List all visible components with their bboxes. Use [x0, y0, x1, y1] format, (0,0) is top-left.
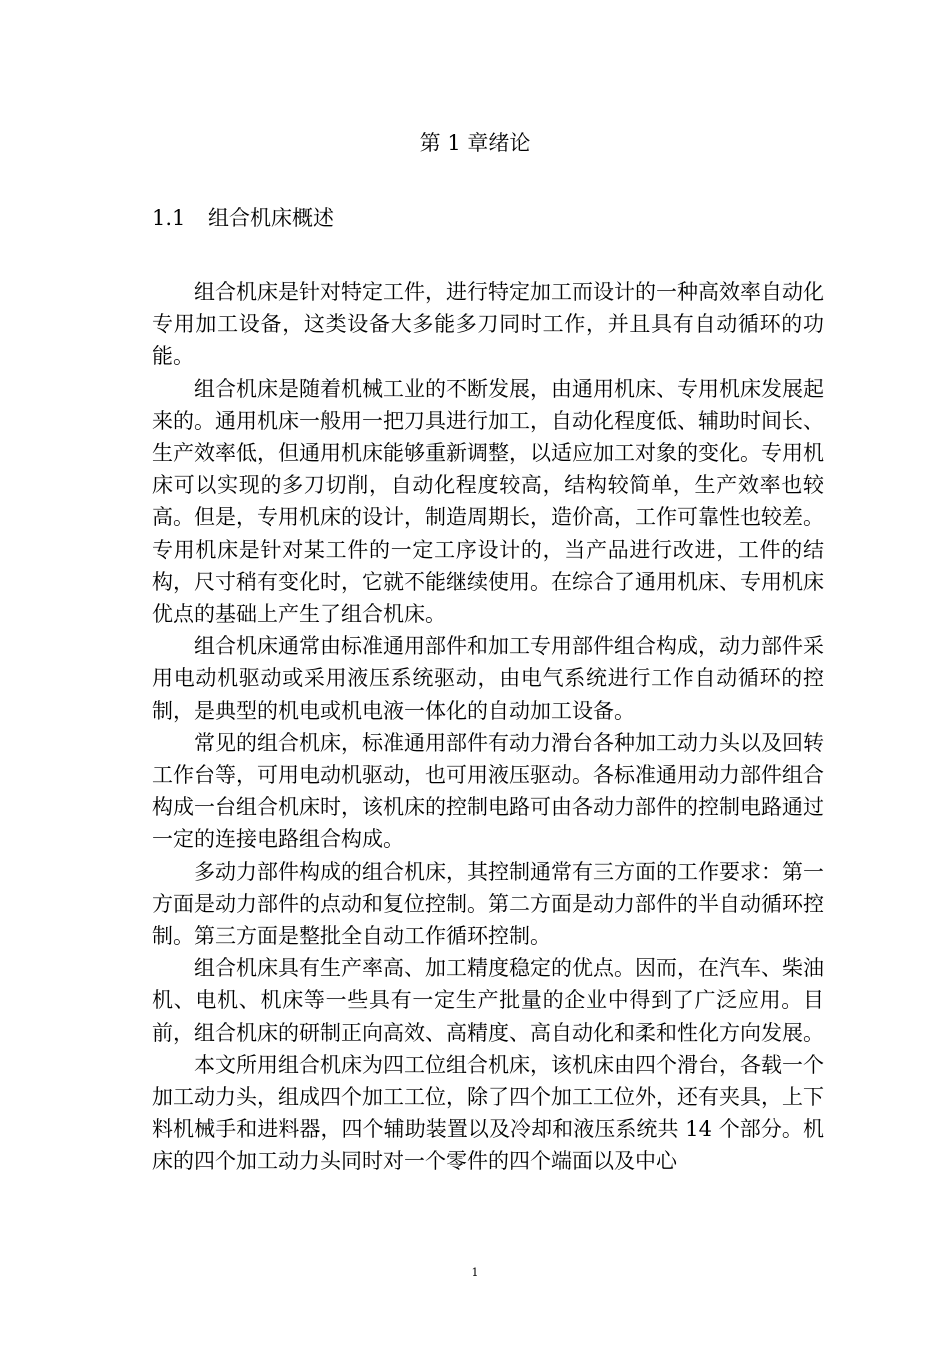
section-title: 组合机床概述 [208, 206, 334, 230]
paragraph: 组合机床是随着机械工业的不断发展，由通用机床、专用机床发展起来的。通用机床一般用一把刀具进行加工，自动化程度低、辅助时间长、生产效率低，但通用机床能够重新调整，以适应加工对象的变化。专用机床可以实现的多刀切削，自动化程度较高，结构较简单，生产效率也较高。但是，专用机床的设计，制造周期长，造价高，工作可靠性也较差。专用机床是针对某工件的一定工序设计的，当产品进行改进，工件的结构，尺寸稍有变化时，它就不能继续使用。在综合了通用机床、专用机床优点的基础上产生了组合机床。 [152, 376, 824, 627]
body-text [152, 276, 824, 1178]
paragraph: 多动力部件构成的组合机床，其控制通常有三方面的工作要求：第一方面是动力部件的点动和复位控制。第二方面是动力部件的半自动循环控制。第三方面是整批全自动工作循环控制。 [152, 859, 824, 949]
section-heading [152, 203, 334, 233]
page-number: 1 [471, 1266, 479, 1279]
paragraph: 组合机床具有生产率高、加工精度稳定的优点。因而，在汽车、柴油机、电机、机床等一些具有一定生产批量的企业中得到了广泛应用。目前，组合机床的研制正向高效、高精度、高自动化和柔和性化方向发展。 [152, 956, 824, 1045]
paragraph: 本文所用组合机床为四工位组合机床，该机床由四个滑台，各载一个加工动力头，组成四个加工工位，除了四个加工工位外，还有夹具，上下料机械手和进料器，四个辅助装置以及冷却和液压系统共 14 个部分。机床的四个加工动力头同时对一个零件的四个端面以及中心 [152, 1052, 824, 1174]
section-number: 1.1 [152, 206, 186, 230]
chapter-title: 第 1 章绪论 [419, 131, 531, 155]
paragraph: 组合机床通常由标准通用部件和加工专用部件组合构成，动力部件采用电动机驱动或采用液压系统驱动，由电气系统进行工作自动循环的控制，是典型的机电或机电液一体化的自动加工设备。 [152, 634, 824, 723]
paragraph: 组合机床是针对特定工件，进行特定加工而设计的一种高效率自动化专用加工设备，这类设备大多能多刀同时工作，并且具有自动循环的功能。 [152, 280, 824, 369]
paragraph: 常见的组合机床，标准通用部件有动力滑台各种加工动力头以及回转工作台等，可用电动机驱动，也可用液压驱动。各标准通用动力部件组合构成一台组合机床时，该机床的控制电路可由各动力部件的控制电路通过一定的连接电路组合构成。 [152, 730, 824, 852]
